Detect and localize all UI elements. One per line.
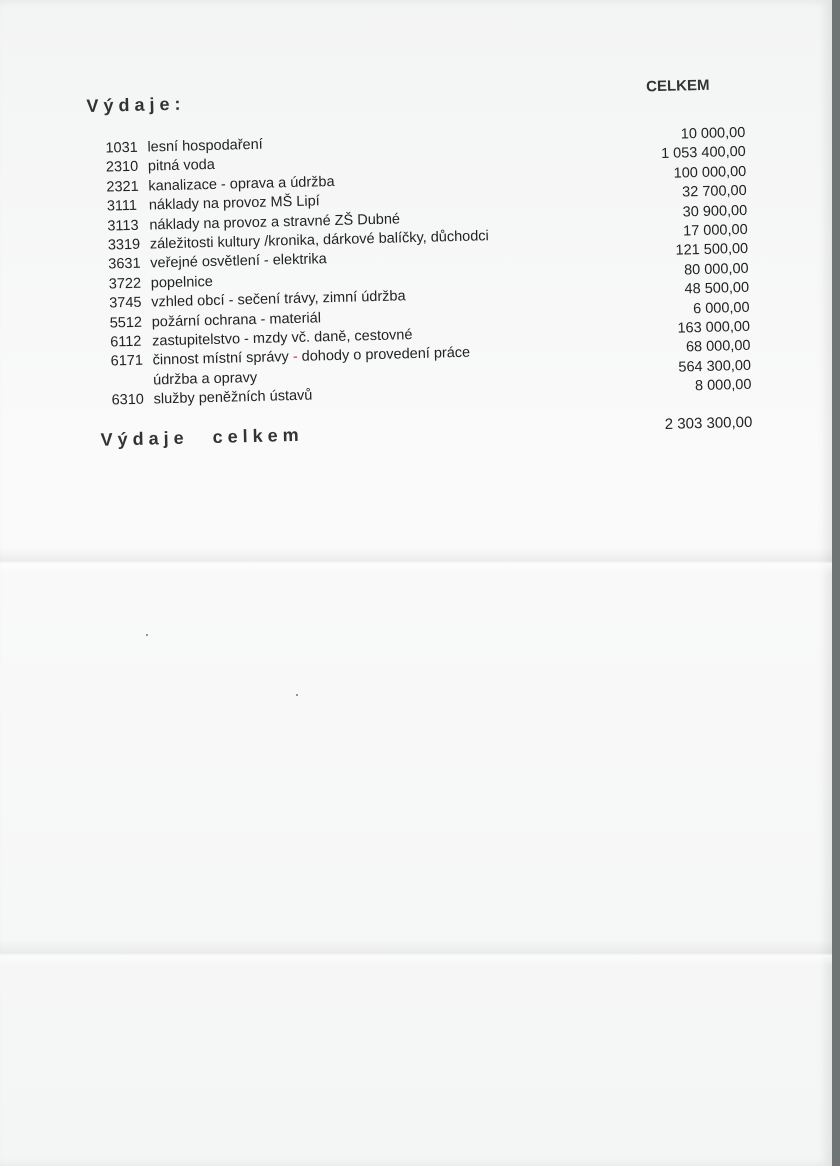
expense-description: pitná voda	[147, 157, 216, 175]
expense-description: náklady na provoz MŠ Lipí	[148, 193, 320, 214]
expense-code: 3745	[109, 294, 142, 312]
expense-description: vzhled obcí - sečení trávy, zimní údržba	[151, 288, 406, 311]
expense-code: 6310	[111, 391, 145, 409]
expense-code: 3631	[108, 256, 141, 273]
expense-description: kanalizace - oprava a údržba	[148, 173, 335, 195]
expense-description-part: dohody o provedení práce	[301, 344, 471, 366]
total-label: Výdaje celkem	[100, 424, 304, 450]
expense-description: záležitosti kultury /kronika, dárkové balíčky, důchodci	[149, 228, 489, 253]
expense-description: lesní hospodaření	[147, 136, 263, 156]
expense-code: 3111	[106, 197, 138, 215]
expense-amount: 17 000,00	[682, 221, 748, 240]
expense-amount: 10 000,00	[680, 124, 746, 143]
expense-code: 3113	[107, 217, 139, 235]
expense-description: veřejné osvětlení - elektrika	[150, 251, 327, 272]
expense-code: 3722	[108, 275, 142, 293]
expense-code: 2310	[105, 159, 139, 176]
expense-table	[86, 72, 753, 450]
expense-amount: 6 000,00	[692, 299, 750, 317]
paper-crease	[0, 548, 832, 574]
column-header-total: CELKEM	[645, 76, 710, 96]
expense-code: 2321	[106, 178, 139, 196]
expense-description-part: činnost místní správy	[152, 349, 290, 369]
expense-amount: 30 900,00	[682, 202, 748, 221]
expense-code: 1031	[105, 139, 138, 157]
total-amount: 2 303 300,00	[664, 413, 753, 433]
expense-description: údržba a opravy	[152, 369, 258, 389]
expense-description: náklady na provoz a stravné ZŠ Dubné	[149, 210, 401, 234]
expense-description: popelnice	[150, 273, 214, 292]
paper-speck	[146, 634, 148, 636]
expense-code	[111, 384, 153, 385]
red-dash-separator: -	[288, 349, 302, 366]
section-heading: Výdaje:	[86, 93, 186, 116]
expense-amount: 1 053 400,00	[660, 144, 746, 163]
expense-code: 6112	[110, 333, 142, 351]
expense-description: služby peněžních ústavů	[153, 387, 313, 408]
expense-description: požární ochrana - materiál	[151, 309, 322, 330]
expense-amount: 564 300,00	[678, 357, 752, 376]
expense-amount: 80 000,00	[683, 260, 749, 279]
expense-amount: 121 500,00	[675, 241, 749, 259]
paper-speck	[296, 694, 298, 696]
expense-rows	[105, 124, 751, 411]
expense-code: 3319	[107, 236, 141, 254]
expense-amount: 100 000,00	[673, 163, 747, 182]
expense-amount: 32 700,00	[682, 183, 747, 201]
expense-amount: 48 500,00	[684, 279, 750, 298]
expense-amount: 8 000,00	[694, 376, 752, 395]
paper-crease	[0, 940, 832, 966]
expense-amount: 163 000,00	[677, 318, 751, 337]
expense-code: 5512	[109, 314, 143, 332]
expense-description: zastupitelstvo - mzdy vč. daně, cestovné	[152, 327, 413, 350]
expense-code: 6171	[110, 352, 144, 370]
expense-amount: 68 000,00	[685, 338, 751, 356]
